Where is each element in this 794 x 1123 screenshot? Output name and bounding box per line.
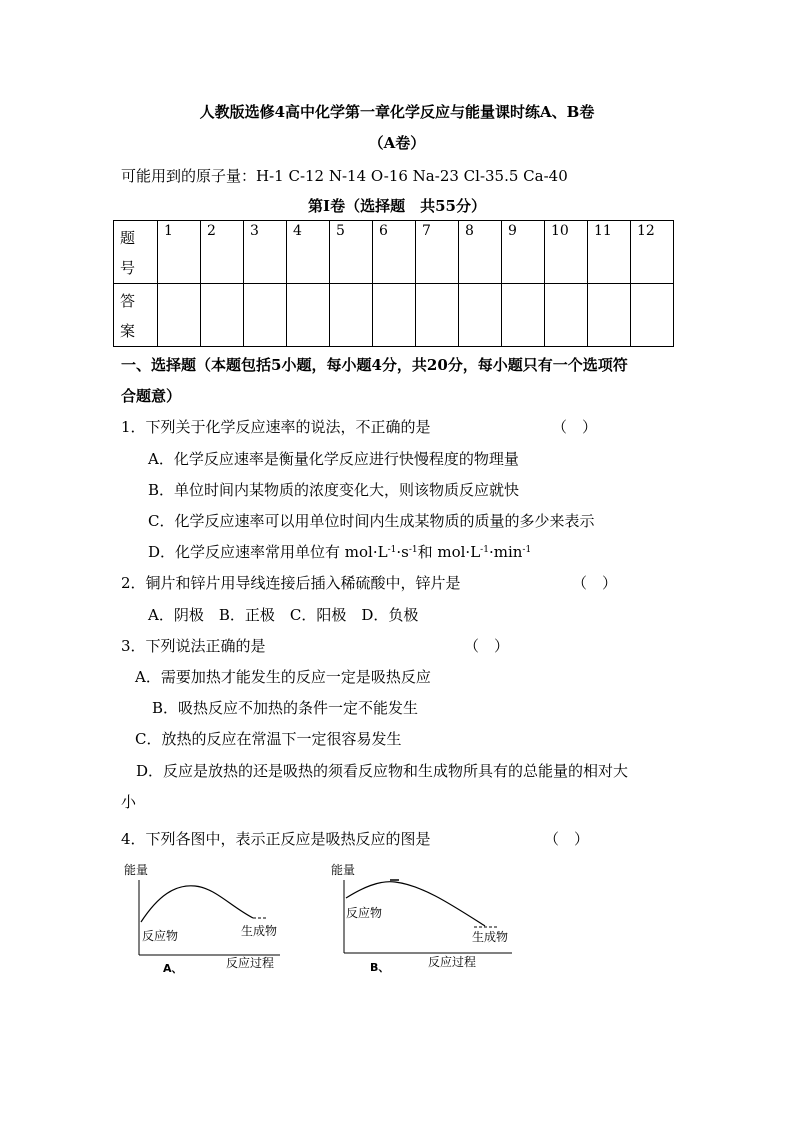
- answer-cell[interactable]: [459, 284, 502, 347]
- question-1-option-d: [148, 541, 531, 562]
- answer-cell[interactable]: [631, 284, 674, 347]
- unit-exponent: -1: [480, 545, 489, 555]
- option-d-text: 和 mol·L: [417, 543, 481, 561]
- question-number-cell: 7: [416, 221, 459, 284]
- question-1-answer-paren[interactable]: （ ）: [552, 418, 598, 436]
- unit-exponent: -1: [408, 545, 418, 555]
- answer-cell[interactable]: [502, 284, 545, 347]
- row-label-top: 题: [120, 229, 136, 247]
- row-label-bottom: 案: [120, 322, 136, 340]
- answer-cell[interactable]: [287, 284, 330, 347]
- question-2-options: A．阴极 B．正极 C．阳极 D．负极: [148, 606, 419, 624]
- part1-heading-line1: 一、选择题（本题包括5小题，每小题4分，共20分，每小题只有一个选项符: [121, 356, 628, 374]
- answer-cell[interactable]: [373, 284, 416, 347]
- unit-exponent: -1: [522, 545, 532, 555]
- atomic-masses: 可能用到的原子量：H-1 C-12 N-14 O-16 Na-23 Cl-35.5 Ca-40: [121, 167, 568, 185]
- part1-heading-line2: 合题意）: [121, 387, 182, 405]
- question-number-cell: 6: [373, 221, 416, 284]
- x-axis-label: 反应过程: [428, 955, 477, 969]
- section-title: 第Ⅰ卷（选择题 共55分）: [308, 197, 486, 215]
- x-axis-label: 反应过程: [226, 956, 275, 970]
- row-label-answer: [114, 284, 158, 347]
- question-number-cell: 3: [244, 221, 287, 284]
- question-3-option-b: B．吸热反应不加热的条件一定不能发生: [152, 699, 419, 717]
- question-2-stem: 2．铜片和锌片用导线连接后插入稀硫酸中，锌片是: [121, 574, 461, 592]
- product-label: 生成物: [472, 930, 509, 944]
- option-d-text: D．化学反应速率常用单位有 mol·L: [148, 543, 388, 561]
- answer-row: [114, 284, 674, 347]
- row-label-question-number: [114, 221, 158, 284]
- question-number-cell: 11: [588, 221, 631, 284]
- question-3-option-d-line1: D．反应是放热的还是吸热的须看反应物和生成物所具有的总能量的相对大: [136, 762, 629, 780]
- question-1-option-a: A．化学反应速率是衡量化学反应进行快慢程度的物理量: [148, 450, 519, 468]
- answer-table: [113, 220, 674, 347]
- question-4-stem: 4．下列各图中，表示正反应是吸热反应的图是: [121, 830, 431, 848]
- y-axis-label: 能量: [124, 863, 149, 877]
- question-1-stem: 1．下列关于化学反应速率的说法，不正确的是: [121, 418, 431, 436]
- page-title: 人教版选修4高中化学第一章化学反应与能量课时练A、B卷: [199, 103, 595, 121]
- question-3-option-c: C．放热的反应在常温下一定很容易发生: [135, 730, 402, 748]
- product-label: 生成物: [241, 924, 278, 938]
- question-number-cell: 12: [631, 221, 674, 284]
- question-3-option-d-line2: 小: [121, 793, 137, 811]
- question-number-cell: 2: [201, 221, 244, 284]
- question-1-option-b: B．单位时间内某物质的浓度变化大，则该物质反应就快: [148, 481, 520, 499]
- question-2-answer-paren[interactable]: （ ）: [572, 574, 618, 592]
- reactant-label: 反应物: [346, 906, 383, 920]
- answer-cell[interactable]: [330, 284, 373, 347]
- row-label-bottom: 号: [120, 259, 136, 277]
- paper-subtitle: （A卷）: [368, 134, 426, 152]
- answer-cell[interactable]: [416, 284, 459, 347]
- row-label-top: 答: [120, 292, 136, 310]
- question-number-row: [114, 221, 674, 284]
- question-number-cell: 10: [545, 221, 588, 284]
- question-number-cell: 5: [330, 221, 373, 284]
- reactant-label: 反应物: [142, 929, 179, 943]
- option-d-text: ·s: [396, 543, 409, 561]
- question-4-answer-paren[interactable]: （ ）: [544, 830, 590, 848]
- graph-tag: A、: [163, 962, 183, 975]
- answer-cell[interactable]: [158, 284, 201, 347]
- answer-cell[interactable]: [588, 284, 631, 347]
- question-3-option-a: A．需要加热才能发生的反应一定是吸热反应: [135, 668, 431, 686]
- graph-tag: B、: [370, 961, 390, 974]
- question-1-option-c: C．化学反应速率可以用单位时间内生成某物质的质量的多少来表示: [148, 512, 595, 530]
- energy-diagram-b[interactable]: [327, 860, 527, 980]
- y-axis-label: 能量: [331, 863, 356, 877]
- question-3-answer-paren[interactable]: （ ）: [464, 637, 510, 655]
- energy-diagram-a[interactable]: [120, 860, 300, 980]
- question-number-cell: 8: [459, 221, 502, 284]
- question-number-cell: 4: [287, 221, 330, 284]
- option-d-text: ·min: [488, 543, 523, 561]
- question-number-cell: 1: [158, 221, 201, 284]
- energy-curve: [141, 886, 253, 922]
- question-3-stem: 3．下列说法正确的是: [121, 637, 266, 655]
- answer-cell[interactable]: [201, 284, 244, 347]
- answer-cell[interactable]: [545, 284, 588, 347]
- question-number-cell: 9: [502, 221, 545, 284]
- unit-exponent: -1: [387, 545, 397, 555]
- answer-cell[interactable]: [244, 284, 287, 347]
